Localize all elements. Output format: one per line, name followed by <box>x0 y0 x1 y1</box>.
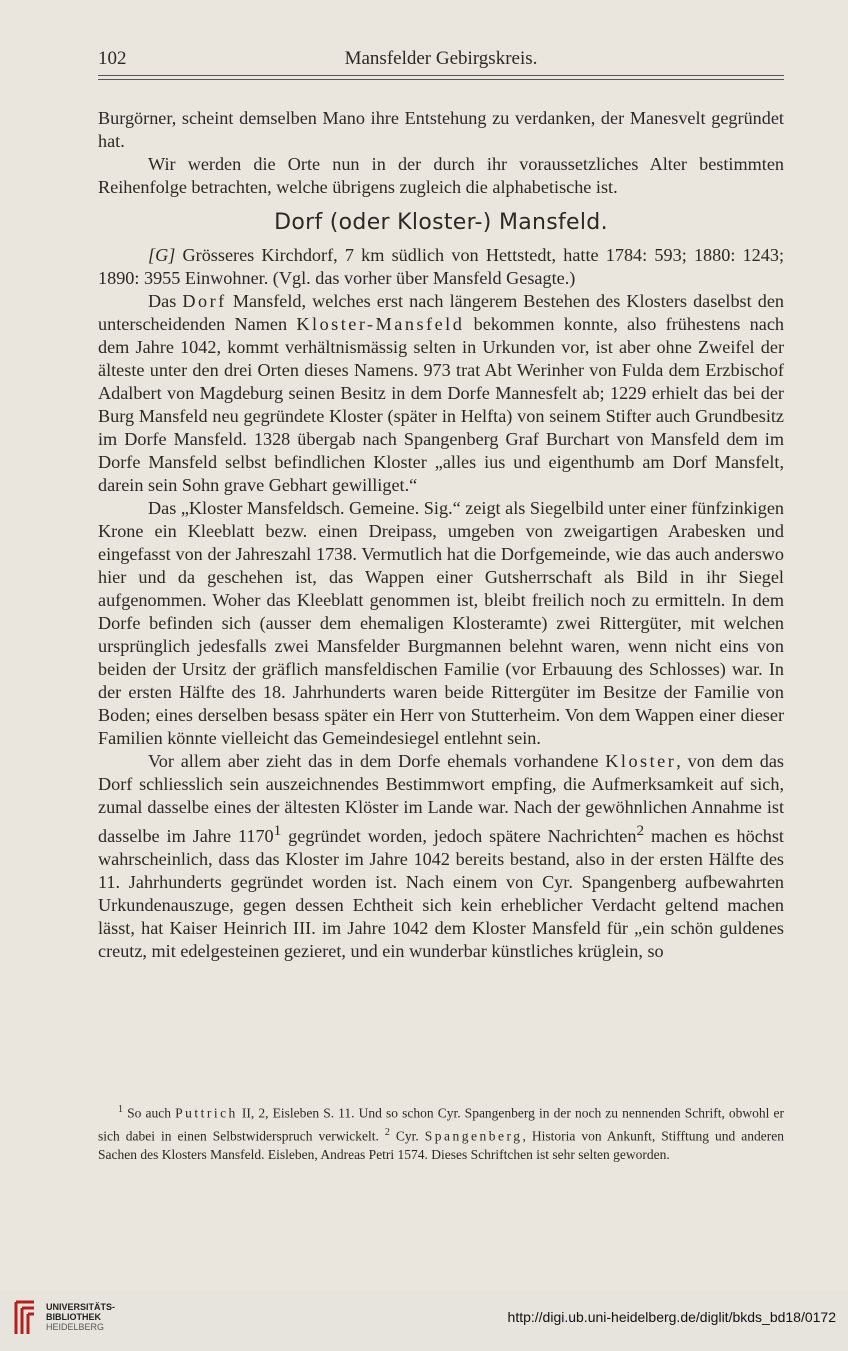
footnote-text: II, 2, Eisleben S. 11. Und so schon Cyr. Spangenberg in der noch zu nennenden Schrift, obwohl er sich dabei in einen Selbstwiderspruch verwickelt. <box>98 1105 785 1143</box>
footnote-text: , Historia von Ankunft, Stifftung und anderen Sachen des Klosters Mansfeld. Eisleben, Andreas Petri 1574. Dieses Schriftchen ist sehr selten geworden. <box>98 1128 785 1162</box>
source-mark: [G] <box>148 245 176 265</box>
paragraph: Das „Kloster Mansfeldsch. Gemeine. Sig.“ zeigt als Siegelbild unter einer fünfzinkigen Krone ein Kleeblatt bezw. einen Dreipass, umgeben von zweigartigen Arabesken und eingefasst von der Jahreszahl 1738. Vermutlich hat die Dorfgemeinde, wie das auch anderswo hier und da geschehen ist, das Wappen einer Gutsherrschaft als Bild in ihr Siegel aufgenommen. Woher das Kleeblatt genommen ist, bleibt freilich noch zu ermitteln. In dem Dorfe befinden sich (ausser dem ehemaligen Klosteramte) zwei Rittergüter, mit welchen ursprünglich jedesfalls zwei Mansfelder Burgmannen belehnt waren, wenn nicht eins von beiden der Ursitz der gräflich mansfeldischen Familie (vor Erbauung des Schlosses) war. In der ersten Hälfte des 18. Jahrhunderts waren beide Rittergüter im Besitze der Familie von Boden; eines derselben besass später ein Herr von Stutterheim. Von dem Wappen einer dieser Familien könnte vielleicht das Gemeindesiegel entlehnt sein. <box>98 498 784 748</box>
header-rule <box>98 75 784 76</box>
footnote <box>98 1100 784 1164</box>
paragraph-text: gegründet worden, jedoch spätere Nachrichten <box>281 826 637 847</box>
body-text <box>98 107 784 963</box>
paragraph: Burgörner, scheint demselben Mano ihre Entstehung zu verdanken, der Manesvelt gegründet hat. <box>98 108 784 151</box>
library-name-line: HEIDELBERG <box>46 1322 105 1332</box>
library-name-line: BIBLIOTHEK <box>46 1312 101 1322</box>
paragraph-text: Mansfeld, welches erst nach längerem Bestehen des Klosters daselbst den unterscheidenden Namen <box>98 291 785 334</box>
running-title: Mansfelder Gebirgskreis. <box>344 48 538 69</box>
header-rule <box>98 79 784 80</box>
section-heading: Dorf (oder Kloster-) Mansfeld. <box>274 210 608 235</box>
spaced-term: Spangenberg <box>424 1128 523 1143</box>
footnote-text: So auch <box>127 1105 171 1121</box>
footnote-ref[interactable]: 1 <box>273 822 282 839</box>
paragraph: Wir werden die Orte nun in der durch ihr voraussetzliches Alter bestimmten Reihenfolge betrachten, welche übrigens zugleich die alphabetische ist. <box>98 154 784 197</box>
paragraph-text: machen es höchst wahrscheinlich, dass das Kloster im Jahre 1042 bereits bestand, also in der ersten Hälfte des 11. Jahrhunderts gegründet worden ist. Nach einem von Cyr. Spangenberg aufbewahrten Urkundenauszuge, gegen dessen Echtheit sich kein erheblicher Verdacht geltend machen lässt, hat Kaiser Heinrich III. im Jahre 1042 dem Kloster Mansfeld für „ein schön guldenes creutz, mit edelgesteinen gezieret, und ein wunderbar künstliches krüglein, so <box>98 826 784 962</box>
library-name-line: UNIVERSITÄTS- <box>46 1302 116 1312</box>
spaced-term: Dorf <box>182 291 227 311</box>
spaced-term: Puttrich <box>175 1105 238 1121</box>
paragraph-text: Das <box>148 291 177 311</box>
library-logo-icon[interactable] <box>10 1298 40 1338</box>
footnote-mark: 1 <box>118 1104 123 1115</box>
footnotes <box>98 1100 784 1164</box>
footnote-ref[interactable]: 2 <box>636 822 645 839</box>
spaced-term: Kloster-Mansfeld <box>296 314 465 334</box>
paragraph <box>98 290 784 497</box>
footnote-mark: 2 <box>384 1126 390 1138</box>
library-name[interactable] <box>46 1302 115 1332</box>
paragraph-text: bekommen konnte, also frühestens nach dem Jahre 1042, kommt verhältnismässig selten in Urkunden vor, ist aber ohne Zweifel der älteste unter den drei Orten dieses Namens. 973 trat Abt Werinher von Fulda dem Erzbischof Adalbert von Magdeburg seinen Besitz in dem Dorfe Mannesfelt ab; 1229 erhielt das bei der Burg Mansfeld neu gegründete Kloster (später in Helfta) von seinem Stifter auch Grundbesitz im Dorfe Mansfeld. 1328 übergab nach Spangenberg Graf Burchart von Mansfeld dem im Dorfe Mansfeld selbst befindlichen Kloster „alles ius und eigenthumb am Dorf Mansfelt, darein sein Sohn grave Gebhart gewilliget.“ <box>98 314 785 495</box>
permalink-url[interactable]: http://digi.ub.uni-heidelberg.de/diglit/bkds_bd18/0172 <box>507 1309 836 1325</box>
paragraph <box>98 750 784 963</box>
paragraph-text: Grösseres Kirchdorf, 7 km südlich von Hettstedt, hatte 1784: 593; 1880: 1243; 1890: 3955 Einwohner. (Vgl. das vorher über Mansfeld Gesagte.) <box>98 245 784 288</box>
spaced-term: Kloster <box>605 751 677 771</box>
paragraph-text: Vor allem aber zieht das in dem Dorfe ehemals vorhandene <box>148 751 599 771</box>
footnote-text: Cyr. <box>395 1128 419 1143</box>
page-number: 102 <box>98 48 127 69</box>
paragraph <box>98 244 784 290</box>
page-header <box>98 48 784 72</box>
paragraph-text: , von dem das Dorf schliesslich sein auszeichnendes Bestimmwort empfing, die Aufmerksamkeit auf sich, zumal dasselbe eines der ältesten Klöster im Lande war. Nach der gewöhnlichen Annahme ist dasselbe im Jahre 1170 <box>98 751 784 847</box>
viewer-footer <box>0 1290 848 1351</box>
